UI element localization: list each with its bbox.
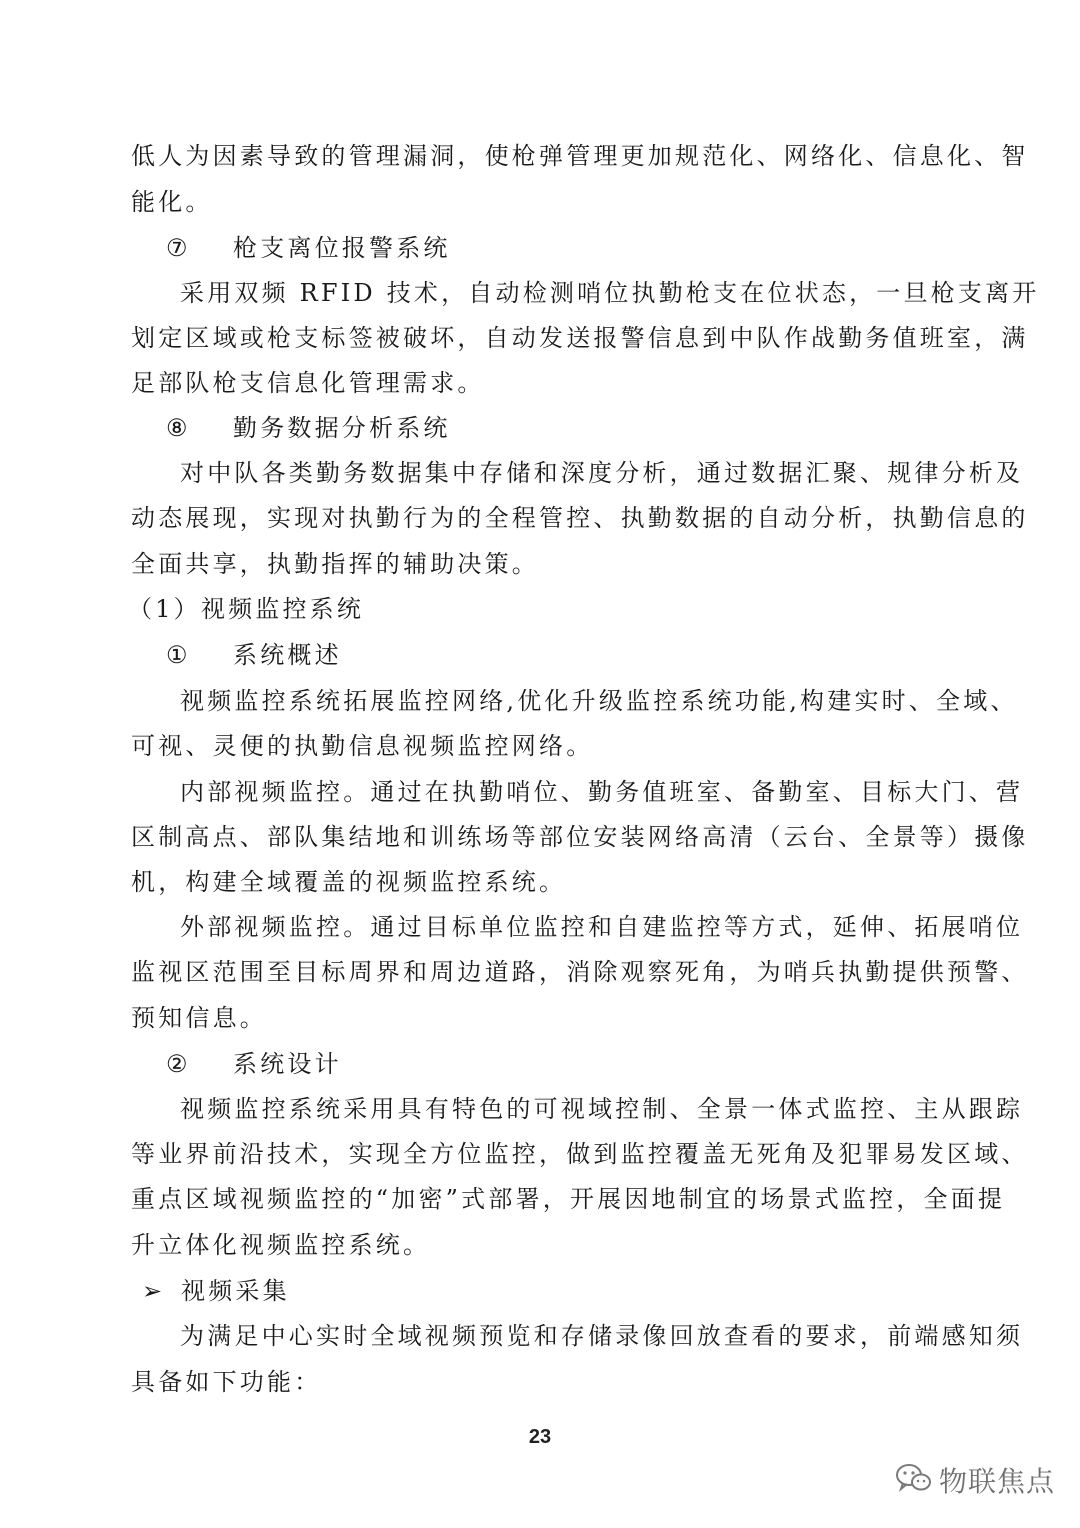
page-number: 23	[528, 1426, 552, 1448]
paragraph-line: 足部队枪支信息化管理需求。	[131, 369, 485, 397]
paragraph-line: 机，构建全域覆盖的视频监控系统。	[131, 868, 567, 896]
bullet-title: 视频采集	[181, 1277, 290, 1305]
section-title: 系统设计	[233, 1050, 342, 1078]
paragraph-line: 内部视频监控。通过在执勤哨位、勤务值班室、备勤室、目标大门、营	[180, 778, 1024, 806]
paragraph-line: 全面共享，执勤指挥的辅助决策。	[131, 550, 539, 578]
paragraph-line: 划定区域或枪支标签被破坏，自动发送报警信息到中队作战勤务值班室，满	[131, 324, 1029, 352]
section-title: 枪支离位报警系统	[233, 234, 451, 262]
paragraph-line: 视频监控系统采用具有特色的可视域控制、全景一体式监控、主从跟踪	[180, 1095, 1024, 1123]
section-number-7: ⑦	[166, 234, 191, 262]
paragraph-line: 区制高点、部队集结地和训练场等部位安装网络高清（云台、全景等）摄像	[131, 823, 1029, 851]
paragraph-line: 等业界前沿技术，实现全方位监控，做到监控覆盖无死角及犯罪易发区域、	[131, 1140, 1029, 1168]
paragraph-line: 升立体化视频监控系统。	[131, 1231, 431, 1259]
paragraph-line: 可视、灵便的执勤信息视频监控网络。	[131, 732, 594, 760]
paragraph-line: 视频监控系统拓展监控网络,优化升级监控系统功能,构建实时、全域、	[180, 687, 1018, 715]
subsection-heading: （1）视频监控系统	[128, 595, 365, 623]
paragraph-line: 预知信息。	[131, 1004, 267, 1032]
watermark-text: 物联焦点	[939, 1465, 1056, 1498]
paragraph-line: 监视区范围至目标周界和周边道路，消除观察死角，为哨兵执勤提供预警、	[131, 958, 1029, 986]
paragraph-line: 外部视频监控。通过目标单位监控和自建监控等方式，延伸、拓展哨位	[180, 913, 1024, 941]
bullet-arrow-icon: ➢	[142, 1277, 166, 1305]
paragraph-line: 采用双频 RFID 技术，自动检测哨位执勤枪支在位状态，一旦枪支离开	[180, 279, 1040, 307]
section-title: 系统概述	[233, 641, 342, 669]
paragraph-line: 低人为因素导致的管理漏洞，使枪弹管理更加规范化、网络化、信息化、智	[131, 142, 1029, 170]
section-number-1: ①	[166, 641, 191, 669]
paragraph-line: 能化。	[131, 188, 213, 216]
section-title: 勤务数据分析系统	[233, 414, 451, 442]
paragraph-line: 具备如下功能：	[131, 1368, 322, 1396]
paragraph-line: 重点区域视频监控的“加密”式部署，开展因地制宜的场景式监控，全面提	[131, 1185, 1006, 1213]
section-number-2: ②	[166, 1050, 191, 1078]
paragraph-line: 动态展现，实现对执勤行为的全程管控、执勤数据的自动分析，执勤信息的	[131, 504, 1029, 532]
paragraph-line: 对中队各类勤务数据集中存储和深度分析，通过数据汇聚、规律分析及	[180, 459, 1024, 487]
section-number-8: ⑧	[166, 414, 191, 442]
wechat-icon	[895, 1462, 933, 1498]
watermark	[895, 1460, 1055, 1500]
paragraph-line: 为满足中心实时全域视频预览和存储录像回放查看的要求，前端感知须	[180, 1322, 1024, 1350]
